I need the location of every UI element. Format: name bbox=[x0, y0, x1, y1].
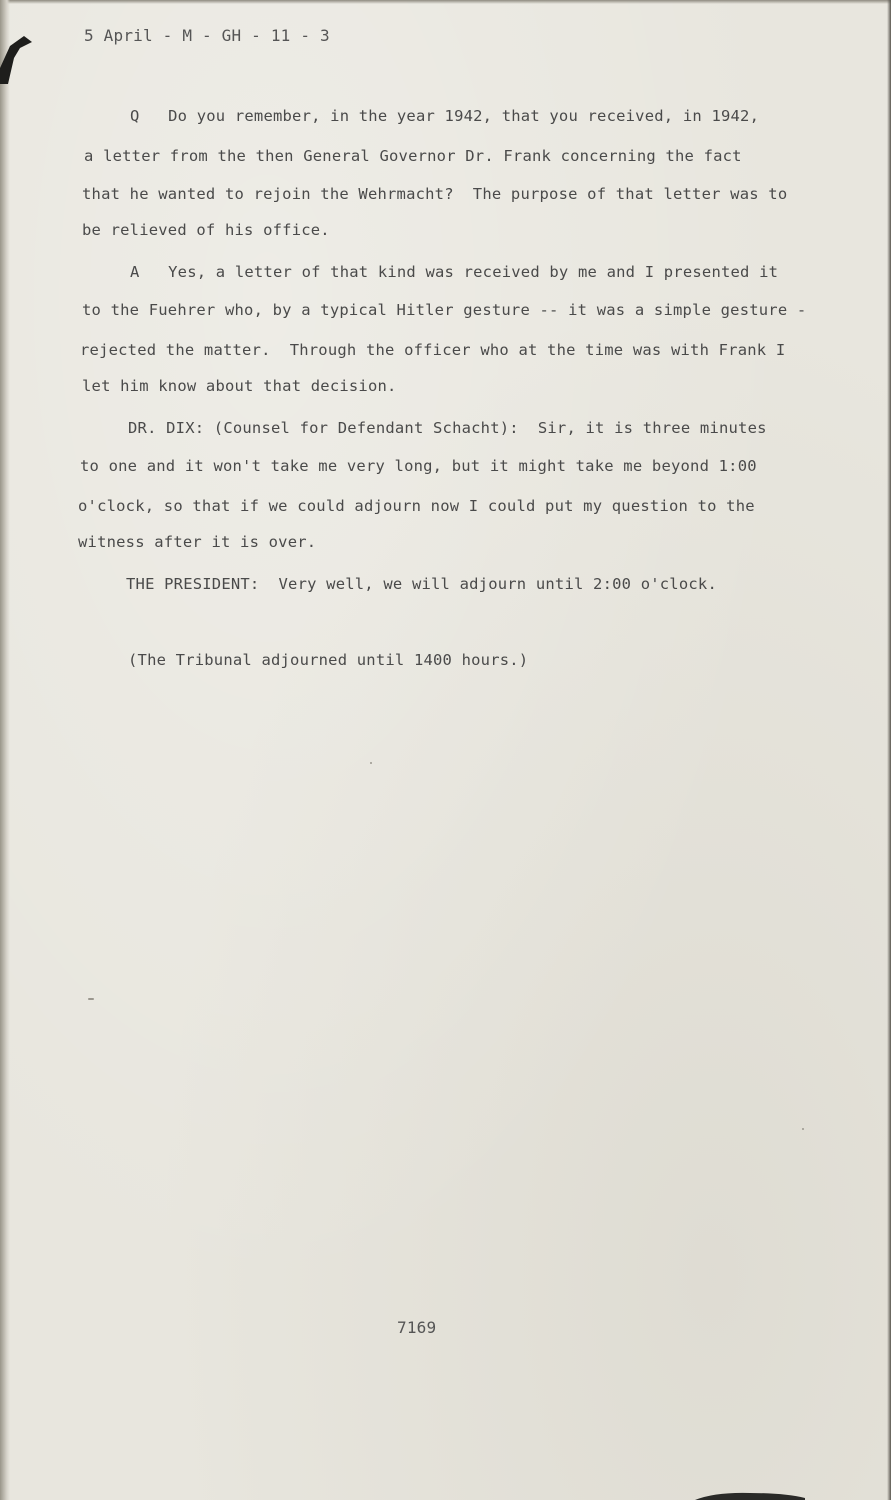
page-top-edge bbox=[0, 0, 891, 4]
body-line: witness after it is over. bbox=[78, 533, 317, 551]
page-right-edge bbox=[887, 0, 891, 1500]
body-line: Q Do you remember, in the year 1942, that you received, in 1942, bbox=[130, 107, 760, 125]
body-line: to one and it won't take me very long, but it might take me beyond 1:00 bbox=[80, 457, 757, 475]
body-line: THE PRESIDENT: Very well, we will adjourn until 2:00 o'clock. bbox=[126, 575, 717, 593]
body-line: be relieved of his office. bbox=[82, 221, 330, 239]
bottom-edge-mark bbox=[695, 1490, 805, 1500]
page-number: 7169 bbox=[397, 1318, 437, 1337]
page-header: 5 April - M - GH - 11 - 3 bbox=[84, 26, 330, 45]
paper-speck bbox=[802, 1128, 804, 1130]
body-line: DR. DIX: (Counsel for Defendant Schacht): Sir, it is three minutes bbox=[128, 419, 767, 437]
paper-speck bbox=[88, 998, 94, 1000]
page-left-edge bbox=[0, 0, 10, 1500]
body-line: o'clock, so that if we could adjourn now I could put my question to the bbox=[78, 497, 755, 515]
body-line: rejected the matter. Through the officer who at the time was with Frank I bbox=[80, 341, 786, 359]
body-line: to the Fuehrer who, by a typical Hitler gesture -- it was a simple gesture - bbox=[82, 301, 807, 319]
paper-speck bbox=[370, 762, 372, 764]
body-line: (The Tribunal adjourned until 1400 hours.) bbox=[128, 651, 529, 669]
body-line: A Yes, a letter of that kind was received by me and I presented it bbox=[130, 263, 779, 281]
body-line: let him know about that decision. bbox=[82, 377, 397, 395]
body-line: a letter from the then General Governor Dr. Frank concerning the fact bbox=[84, 147, 742, 165]
binding-tear-mark bbox=[0, 28, 36, 84]
body-line: that he wanted to rejoin the Wehrmacht? The purpose of that letter was to bbox=[82, 185, 788, 203]
